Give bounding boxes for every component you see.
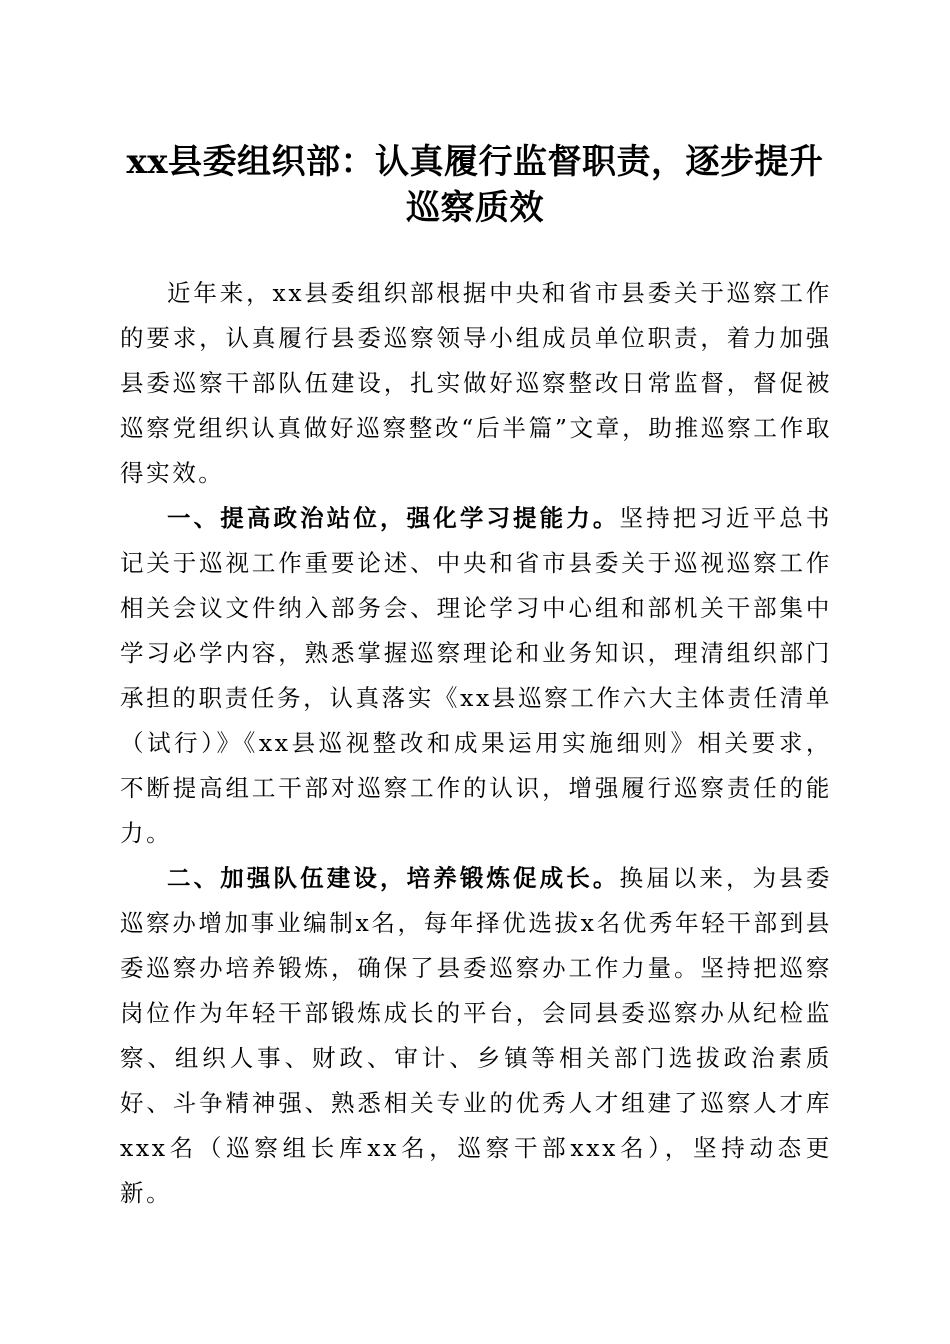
section-2-text: 换届以来，为县委巡察办增加事业编制x名，每年择优选拔x名优秀年轻干部到县委巡察办培养锻炼，确保了县委巡察办工作力量。坚持把巡察岗位作为年轻干部锻炼成长的平台，会同县委巡察办从纪检监察、组织人事、财政、审计、乡镇等相关部门选拔政治素质好、斗争精神强、熟悉相关专业的优秀人才组建了巡察人才库xxx名（巡察组长库xx名，巡察干部xxx名），坚持动态更新。 (120, 864, 832, 1207)
section-1-heading: 一、提高政治站位，强化学习提能力。 (167, 504, 620, 532)
paragraph-intro-text: 近年来，xx县委组织部根据中央和省市县委关于巡察工作的要求，认真履行县委巡察领导小组成员单位职责，着力加强县委巡察干部队伍建设，扎实做好巡察整改日常监督，督促被巡察党组织认真做好巡察整改“后半篇”文章，助推巡察工作取得实效。 (120, 279, 832, 487)
paragraph-intro (120, 271, 832, 496)
section-2-heading: 二、加强队伍建设，培养锻炼促成长。 (167, 864, 620, 892)
document-body (120, 271, 832, 1216)
paragraph-section-1 (120, 496, 832, 856)
document-title: xx县委组织部：认真履行监督职责，逐步提升巡察质效 (126, 142, 824, 228)
paragraph-section-2 (120, 856, 832, 1216)
section-1-text: 坚持把习近平总书记关于巡视工作重要论述、中央和省市县委关于巡视巡察工作相关会议文件纳入部务会、理论学习中心组和部机关干部集中学习必学内容，熟悉掌握巡察理论和业务知识，理清组织部门承担的职责任务，认真落实《xx县巡察工作六大主体责任清单（试行）》《xx县巡视整改和成果运用实施细则》相关要求，不断提高组工干部对巡察工作的认识，增强履行巡察责任的能力。 (120, 504, 832, 847)
